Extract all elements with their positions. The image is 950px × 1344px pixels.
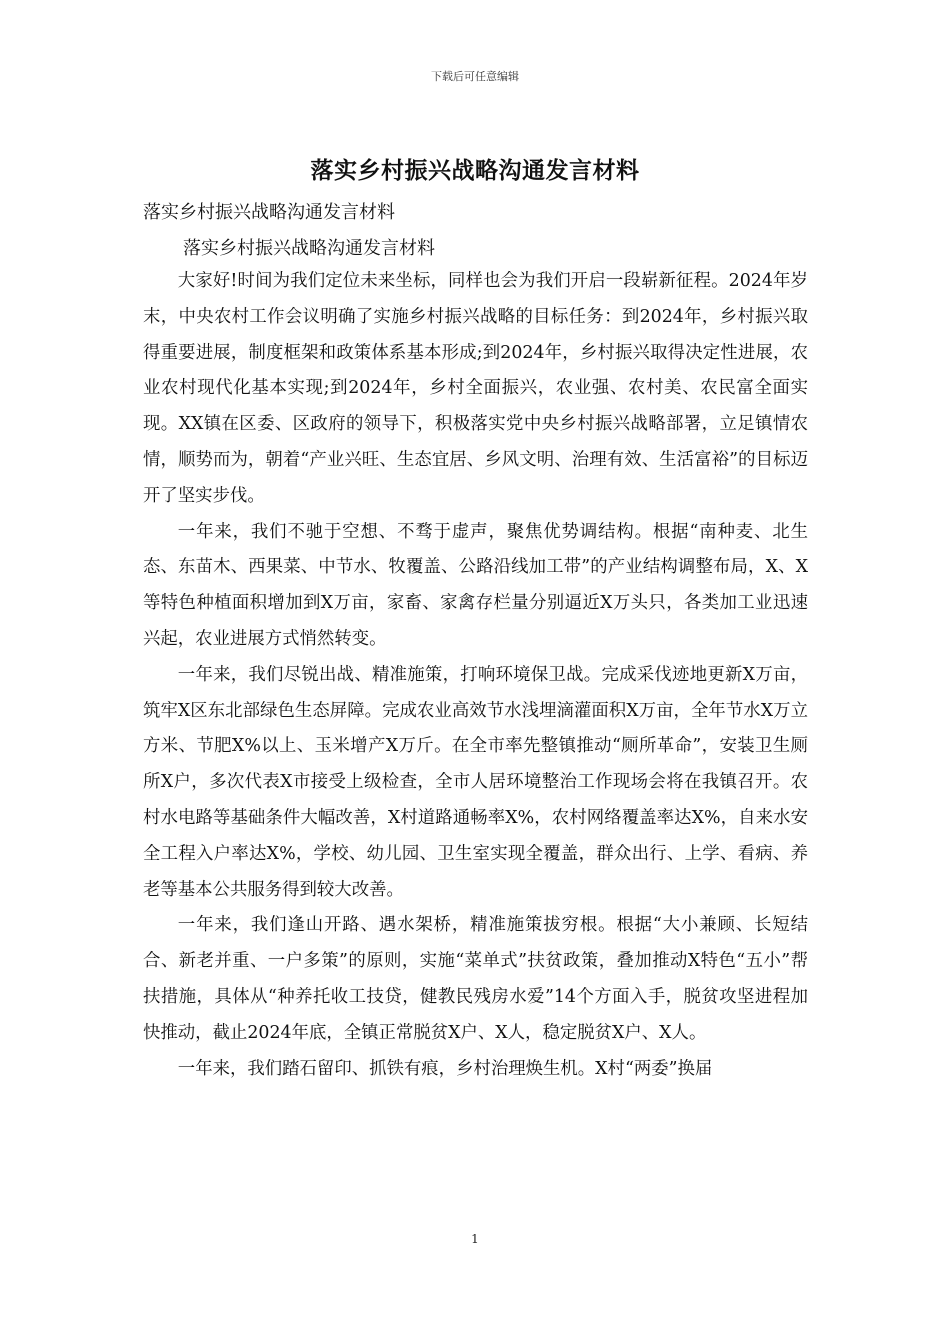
header-note: 下载后可任意编辑 [431,70,519,83]
paragraph-2: 一年来，我们不驰于空想、不骛于虚声，聚焦优势调结构。根据“南种麦、北生态、东苗木、西果菜、中节水、牧覆盖、公路沿线加工带”的产业结构调整布局，X、X等特色种植面积增加到X万亩，家畜、家禽存栏量分别逼近X万头只，各类加工业迅速兴起，农业进展方式悄然转变。 [143,521,808,649]
page-number: 1 [471,1232,479,1246]
paragraph-4: 一年来，我们逢山开路、遇水架桥，精准施策拔穷根。根据“大小兼顾、长短结合、新老并重、一户多策”的原则，实施“菜单式”扶贫政策，叠加推动X特色“五小”帮扶措施，具体从“种养托收工技贷，健教民残房水爱”14个方面入手，脱贫攻坚进程加快推动，截止2024年底，全镇正常脱贫X户、X人，稳定脱贫X户、X人。 [143,915,808,1043]
paragraph-1: 大家好!时间为我们定位未来坐标，同样也会为我们开启一段崭新征程。2024年岁末，中央农村工作会议明确了实施乡村振兴战略的目标任务：到2024年，乡村振兴取得重要进展，制度框架和政策体系基本形成;到2024年，乡村振兴取得决定性进展，农业农村现代化基本实现;到2024年，乡村全面振兴，农业强、农村美、农民富全面实现。XX镇在区委、区政府的领导下，积极落实党中央乡村振兴战略部署，立足镇情农情，顺势而为，朝着“产业兴旺、生态宜居、乡风文明、治理有效、生活富裕”的目标迈开了坚实步伐。 [143,271,808,506]
subtitle-line-1: 落实乡村振兴战略沟通发言材料 [143,202,395,223]
document-title: 落实乡村振兴战略沟通发言材料 [310,157,640,184]
subtitle-line-2: 落实乡村振兴战略沟通发言材料 [183,238,435,259]
paragraph-3: 一年来，我们尽锐出战、精准施策，打响环境保卫战。完成采伐迹地更新X万亩，筑牢X区东北部绿色生态屏障。完成农业高效节水浅埋滴灌面积X万亩，全年节水X万立方米、节肥X%以上、玉米增产X万斤。在全市率先整镇推动“厕所革命”，安装卫生厕所X户，多次代表X市接受上级检查，全市人居环境整治工作现场会将在我镇召开。农村水电路等基础条件大幅改善，X村道路通畅率X%，农村网络覆盖率达X%，自来水安全工程入户率达X%，学校、幼儿园、卫生室实现全覆盖，群众出行、上学、看病、养老等基本公共服务得到较大改善。 [143,664,808,900]
paragraph-5: 一年来，我们踏石留印、抓铁有痕，乡村治理焕生机。X村“两委”换届 [177,1058,713,1079]
document-body [143,264,808,1087]
